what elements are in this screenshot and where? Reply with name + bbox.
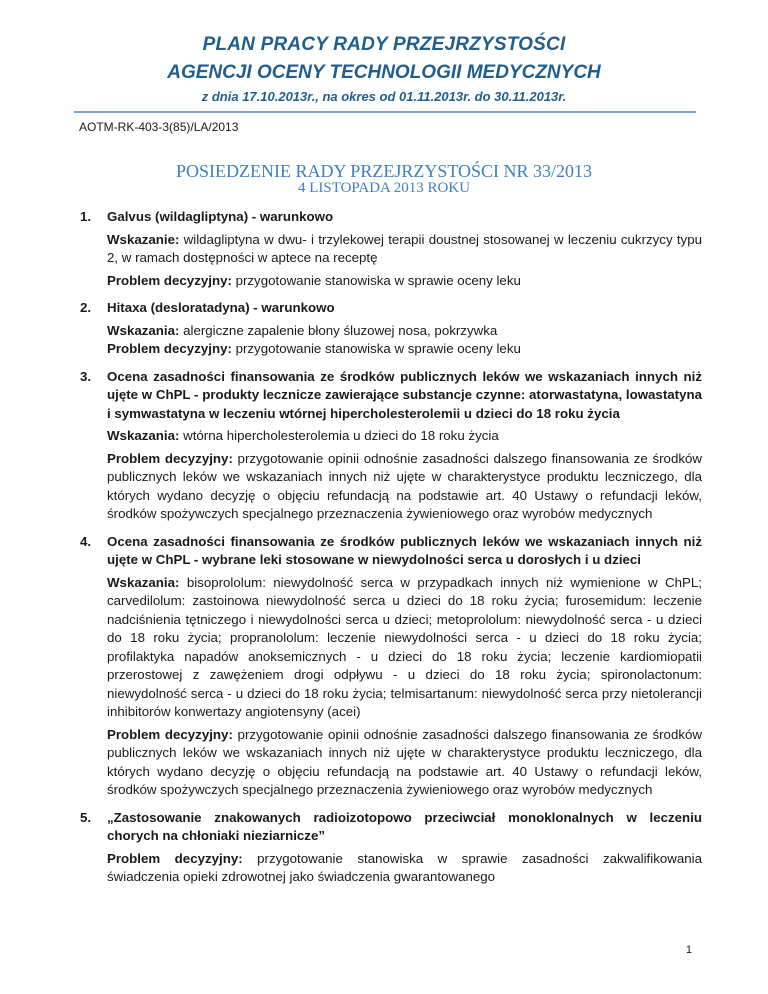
paragraph-label: Wskazania: [107, 574, 180, 590]
paragraph-label: Wskazanie: [107, 231, 180, 247]
paragraph-label: Wskazania: [107, 322, 180, 338]
plan-title-line1: PLAN PRACY RADY PRZEJRZYSTOŚCI [202, 34, 566, 55]
item-number: 3. [80, 368, 92, 384]
paragraph-text: przygotowanie opinii odnośnie zasadności dalszego finansowania ze środków publicznych leków we wskazaniach innych niż ujęte w charakterystyce produktu leczniczego, dla których wydano decyzję o objęciu refundacją na podstawie art. 40 Ustawy o refundacji leków, środków spożywczych specjalnego przeznaczenia żywieniowego oraz wyrobów medycznych [107, 450, 702, 521]
item-number: 4. [80, 533, 92, 549]
paragraph-text: alergiczne zapalenie błony śluzowej nosa, pokrzywka [179, 322, 498, 338]
agenda-list [62, 208, 702, 896]
item-paragraph [107, 450, 702, 524]
item-paragraph [107, 272, 702, 291]
meeting-date: 4 LISTOPADA 2013 ROKU [297, 180, 471, 196]
item-paragraph [107, 726, 702, 800]
paragraph-text: przygotowanie stanowiska w sprawie zasadności zakwalifikowania świadczenia opieki zdrowotnej jako świadczenia gwarantowanego [107, 850, 702, 884]
meeting-title: POSIEDZENIE RADY PRZEJRZYSTOŚCI NR 33/2013 [175, 161, 593, 181]
header-divider [74, 111, 696, 113]
paragraph-label: Problem decyzyjny: [107, 341, 232, 356]
item-paragraph [107, 322, 702, 341]
item-paragraph [107, 574, 702, 722]
agenda-item [62, 368, 702, 524]
paragraph-label: Problem decyzyjny: [107, 850, 243, 866]
item-number: 5. [80, 809, 92, 825]
item-title: Ocena zasadności finansowania ze środków publicznych leków we wskazaniach innych niż ujęte w ChPL - produkty lecznicze zawierające substancje czynne: atorwastatyna, lowastatyna i symwastatyna w leczeniu wtórnej hipercholesterolemii u dzieci do 18 roku życia [107, 368, 702, 421]
item-paragraph [107, 427, 702, 446]
item-number: 2. [80, 300, 92, 315]
agenda-item [62, 809, 702, 887]
paragraph-text: przygotowanie opinii odnośnie zasadności dalszego finansowania ze środków publicznych leków we wskazaniach innych niż ujęte w charakterystyce produktu leczniczego, dla których wydano decyzję o objęciu refundacją na podstawie art. 40 Ustawy o refundacji leków, środków spożywczych specjalnego przeznaczenia żywieniowego oraz wyrobów medycznych [107, 726, 702, 797]
plan-title-line2: AGENCJI OCENY TECHNOLOGII MEDYCZNYCH [167, 62, 601, 83]
item-number: 1. [80, 209, 92, 224]
item-paragraph [107, 340, 702, 359]
paragraph-text: bisoprololum: niewydolność serca w przypadkach innych niż wymienione w ChPL; carvedilolum: zastoinowa niewydolność serca u dzieci do 18 roku życia; furosemidum: leczenie nadciśnienia tętniczego i niewydolności serca u dzieci; metoprololum: niewydolność serca - u dzieci do 18 roku życia; propranololum: leczenie niewydolności serca - u dzieci do 18 roku życia; profilaktyka napadów anoksemicznych - u dzieci do 18 roku życia; leczenie kardiomiopatii przerostowej z zawężeniem drogi odpływu - u dzieci do 18 roku życia; spironolactonum: niewydolność serca - u dzieci do 18 roku życia; telmisartanum: niewydolność serca przy nietolerancji inhibitorów konwertazy angiotensyny (acei) [107, 574, 702, 719]
paragraph-label: Problem decyzyjny: [107, 272, 232, 288]
agenda-item [62, 299, 702, 359]
page-number: 1 [685, 944, 692, 956]
reference-number: AOTM-RK-403-3(85)/LA/2013 [79, 120, 239, 134]
item-title: Galvus (wildagliptyna) - warunkowo [107, 209, 334, 224]
item-paragraph [107, 850, 702, 887]
paragraph-text: wildagliptyna w dwu- i trzylekowej terapii doustnej stosowanej w leczeniu cukrzycy typu 2, w ramach dostępności w aptece na receptę [107, 231, 702, 265]
item-title: Hitaxa (desloratadyna) - warunkowo [107, 300, 335, 315]
agenda-item [62, 533, 702, 800]
item-title: „Zastosowanie znakowanych radioizotopowo przeciwciał monoklonalnych w leczeniu chorych na chłoniaki nieziarnicze” [107, 809, 702, 843]
item-title: Ocena zasadności finansowania ze środków publicznych leków we wskazaniach innych niż ujęte w ChPL - wybrane leki stosowane w niewydolności serca u dorosłych i u dzieci [107, 533, 702, 567]
paragraph-text: przygotowanie stanowiska w sprawie oceny leku [231, 272, 521, 288]
item-paragraph [107, 231, 702, 268]
agenda-item [62, 208, 702, 290]
paragraph-label: Problem decyzyjny: [107, 726, 233, 742]
plan-subtitle: z dnia 17.10.2013r., na okres od 01.11.2013r. do 30.11.2013r. [201, 89, 567, 104]
paragraph-text: wtórna hipercholesterolemia u dzieci do 18 roku życia [179, 428, 499, 443]
paragraph-label: Wskazania: [107, 428, 180, 443]
paragraph-label: Problem decyzyjny: [107, 450, 233, 466]
paragraph-text: przygotowanie stanowiska w sprawie oceny leku [231, 341, 521, 356]
